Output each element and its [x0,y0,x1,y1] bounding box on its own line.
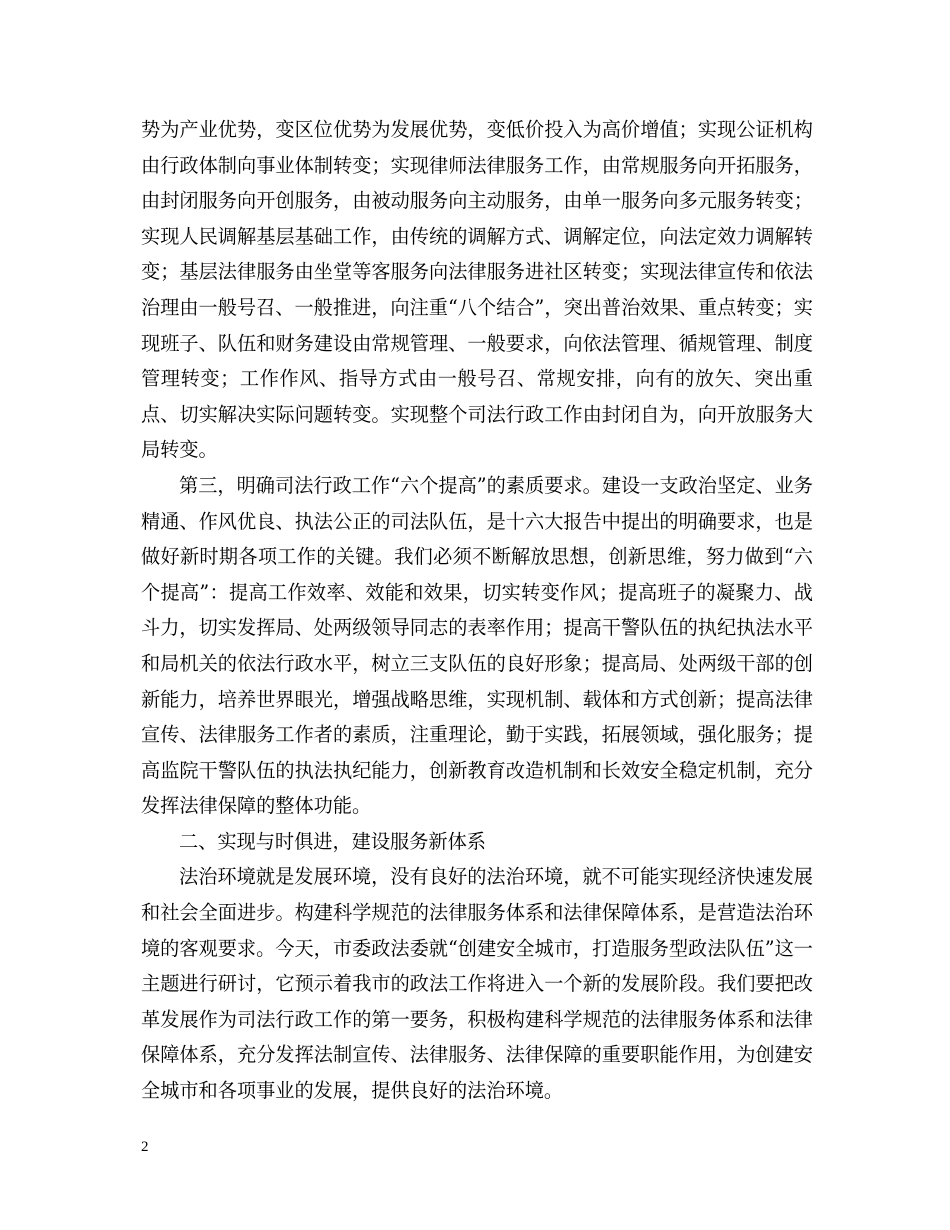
paragraph-legal-environment: 法治环境就是发展环境，没有良好的法治环境，就不可能实现经济快速发展和社会全面进步。构建科学规范的法律服务体系和法律保障体系，是营造法治环境的客观要求。今天，市委政法委就“创建安全城市，打造服务型政法队伍”这一主题进行研讨，它预示着我市的政法工作将进入一个新的发展阶段。我们要把改革发展作为司法行政工作的第一要务，积极构建科学规范的法律服务体系和法律保障体系，充分发挥法制宣传、法律服务、法律保障的重要职能作用，为创建安全城市和各项事业的发展，提供良好的法治环境。 [141,865,813,1103]
paragraph-continuation: 势为产业优势，变区位优势为发展优势，变低价投入为高价增值；实现公证机构由行政体制向事业体制转变；实现律师法律服务工作，由常规服务向开拓服务，由封闭服务向开创服务，由被动服务向主动服务，由单一服务向多元服务转变；实现人民调解基层基础工作，由传统的调解方式、调解定位，向法定效力调解转变；基层法律服务由坐堂等客服务向法律服务进社区转变；实现法律宣传和依法治理由一般号召、一般推进，向注重“八个结合”，突出普治效果、重点转变；实现班子、队伍和财务建设由常规管理、一般要求，向依法管理、循规管理、制度管理转变；工作作风、指导方式由一般号召、常规安排，向有的放矢、突出重点、切实解决实际问题转变。实现整个司法行政工作由封闭自为，向开放服务大局转变。 [141,118,813,462]
section-heading: 二、实现与时俱进，建设服务新体系 [179,829,486,853]
paragraph-six-improvements: 第三，明确司法行政工作“六个提高”的素质要求。建设一支政治坚定、业务精通、作风优良、执法公正的司法队伍，是十六大报告中提出的明确要求，也是做好新时期各项工作的关键。我们必须不断解放思想，创新思维，努力做到“六个提高”：提高工作效率、效能和效果，切实转变作风；提高班子的凝聚力、战斗力，切实发挥局、处两级领导同志的表率作用；提高干警队伍的执纪执法水平和局机关的依法行政水平，树立三支队伍的良好形象；提高局、处两级干部的创新能力，培养世界眼光，增强战略思维，实现机制、载体和方式创新；提高法律宣传、法律服务工作者的素质，注重理论，勤于实践，拓展领域，强化服务；提高监院干警队伍的执法执纪能力，创新教育改造机制和长效安全稳定机制，充分发挥法律保障的整体功能。 [141,473,813,818]
document-body [141,112,813,1109]
page-number: 2 [141,1139,149,1155]
